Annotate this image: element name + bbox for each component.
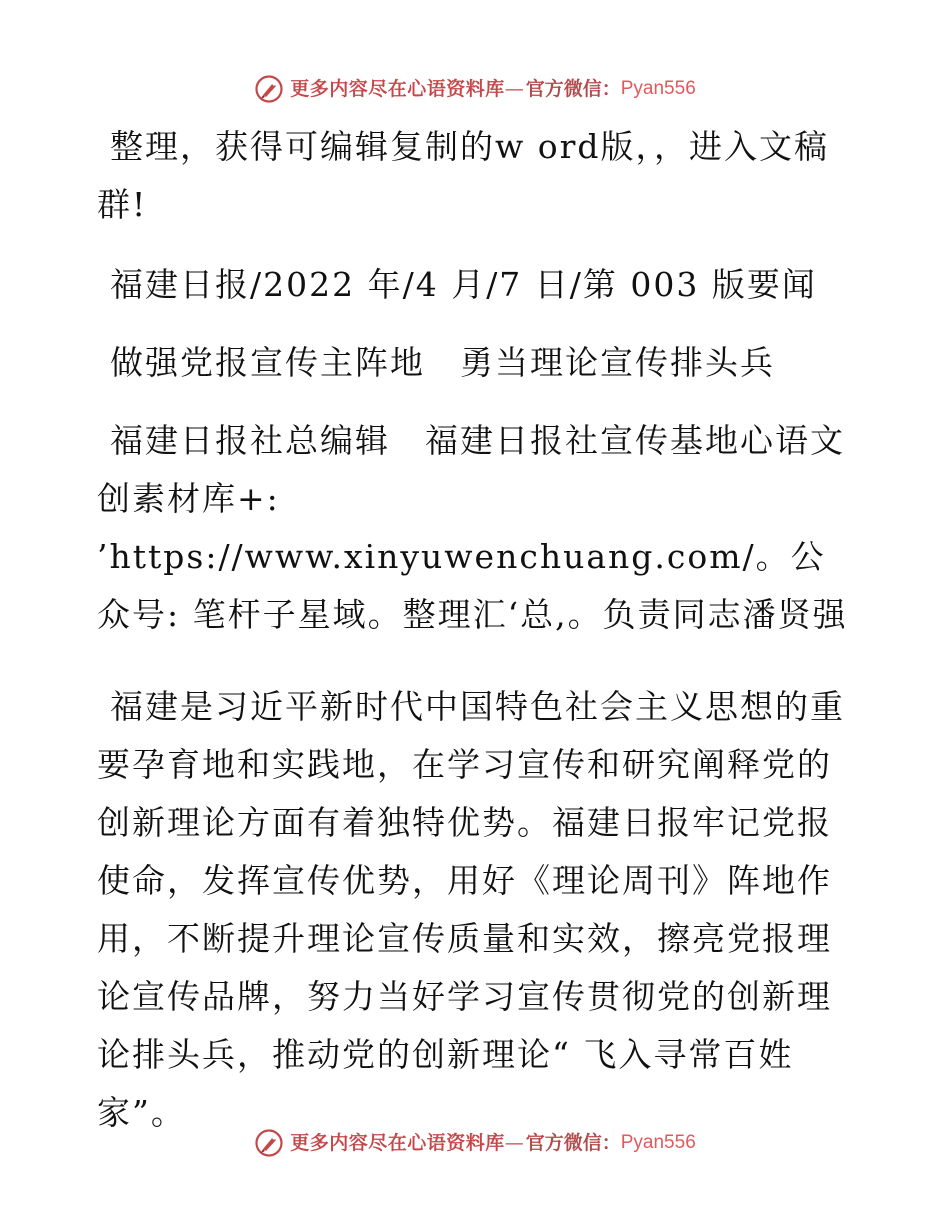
pen-nib-logo-icon (254, 1128, 284, 1158)
body-paragraph: 福建是习近平新时代中国特色社会主义思想的重要孕育地和实践地，在学习宣传和研究阐释党的创新理论方面有着独特优势。福建日报牢记党报使命，发挥宣传优势，用好《理论周刊》阵地作用，不断提升理论宣传质量和实效，擦亮党报理论宣传品牌，努力当好学习宣传贯彻党的创新理论排头兵，推动党的创新理论“ 飞入寻常百姓家”。 (97, 687, 845, 1132)
document-body (97, 118, 857, 1142)
watermark-dash: — (504, 1132, 524, 1154)
watermark-text: 更多内容尽在心语资料库 (290, 1132, 505, 1154)
watermark-dash: — (504, 78, 524, 100)
watermark-wechat-id: Pyan556 (620, 78, 696, 99)
pen-nib-logo-icon (254, 74, 284, 104)
watermark-wechat-id: Pyan556 (620, 1132, 696, 1153)
watermark-wechat-label: 官方微信： (525, 78, 621, 100)
watermark-text: 更多内容尽在心语资料库 (290, 78, 505, 100)
author-line: 福建日报社总编辑 福建日报社宣传基地心语文创素材库+: ’https://www.xinyuwenchuang.com/。公众号: 笔杆子星域。整理汇‘总,。负责同志潘贤强 (97, 421, 848, 634)
source-line: 福建日报/2022 年/4 月/7 日/第 003 版要闻 (110, 265, 817, 304)
intro-paragraph: 整理，获得可编辑复制的w ord版，，进入文稿群! (97, 127, 830, 224)
watermark-wechat-label: 官方微信： (525, 1132, 621, 1154)
article-title: 做强党报宣传主阵地 勇当理论宣传排头兵 (110, 343, 775, 382)
watermark-header (0, 74, 950, 104)
watermark-footer (0, 1128, 950, 1158)
